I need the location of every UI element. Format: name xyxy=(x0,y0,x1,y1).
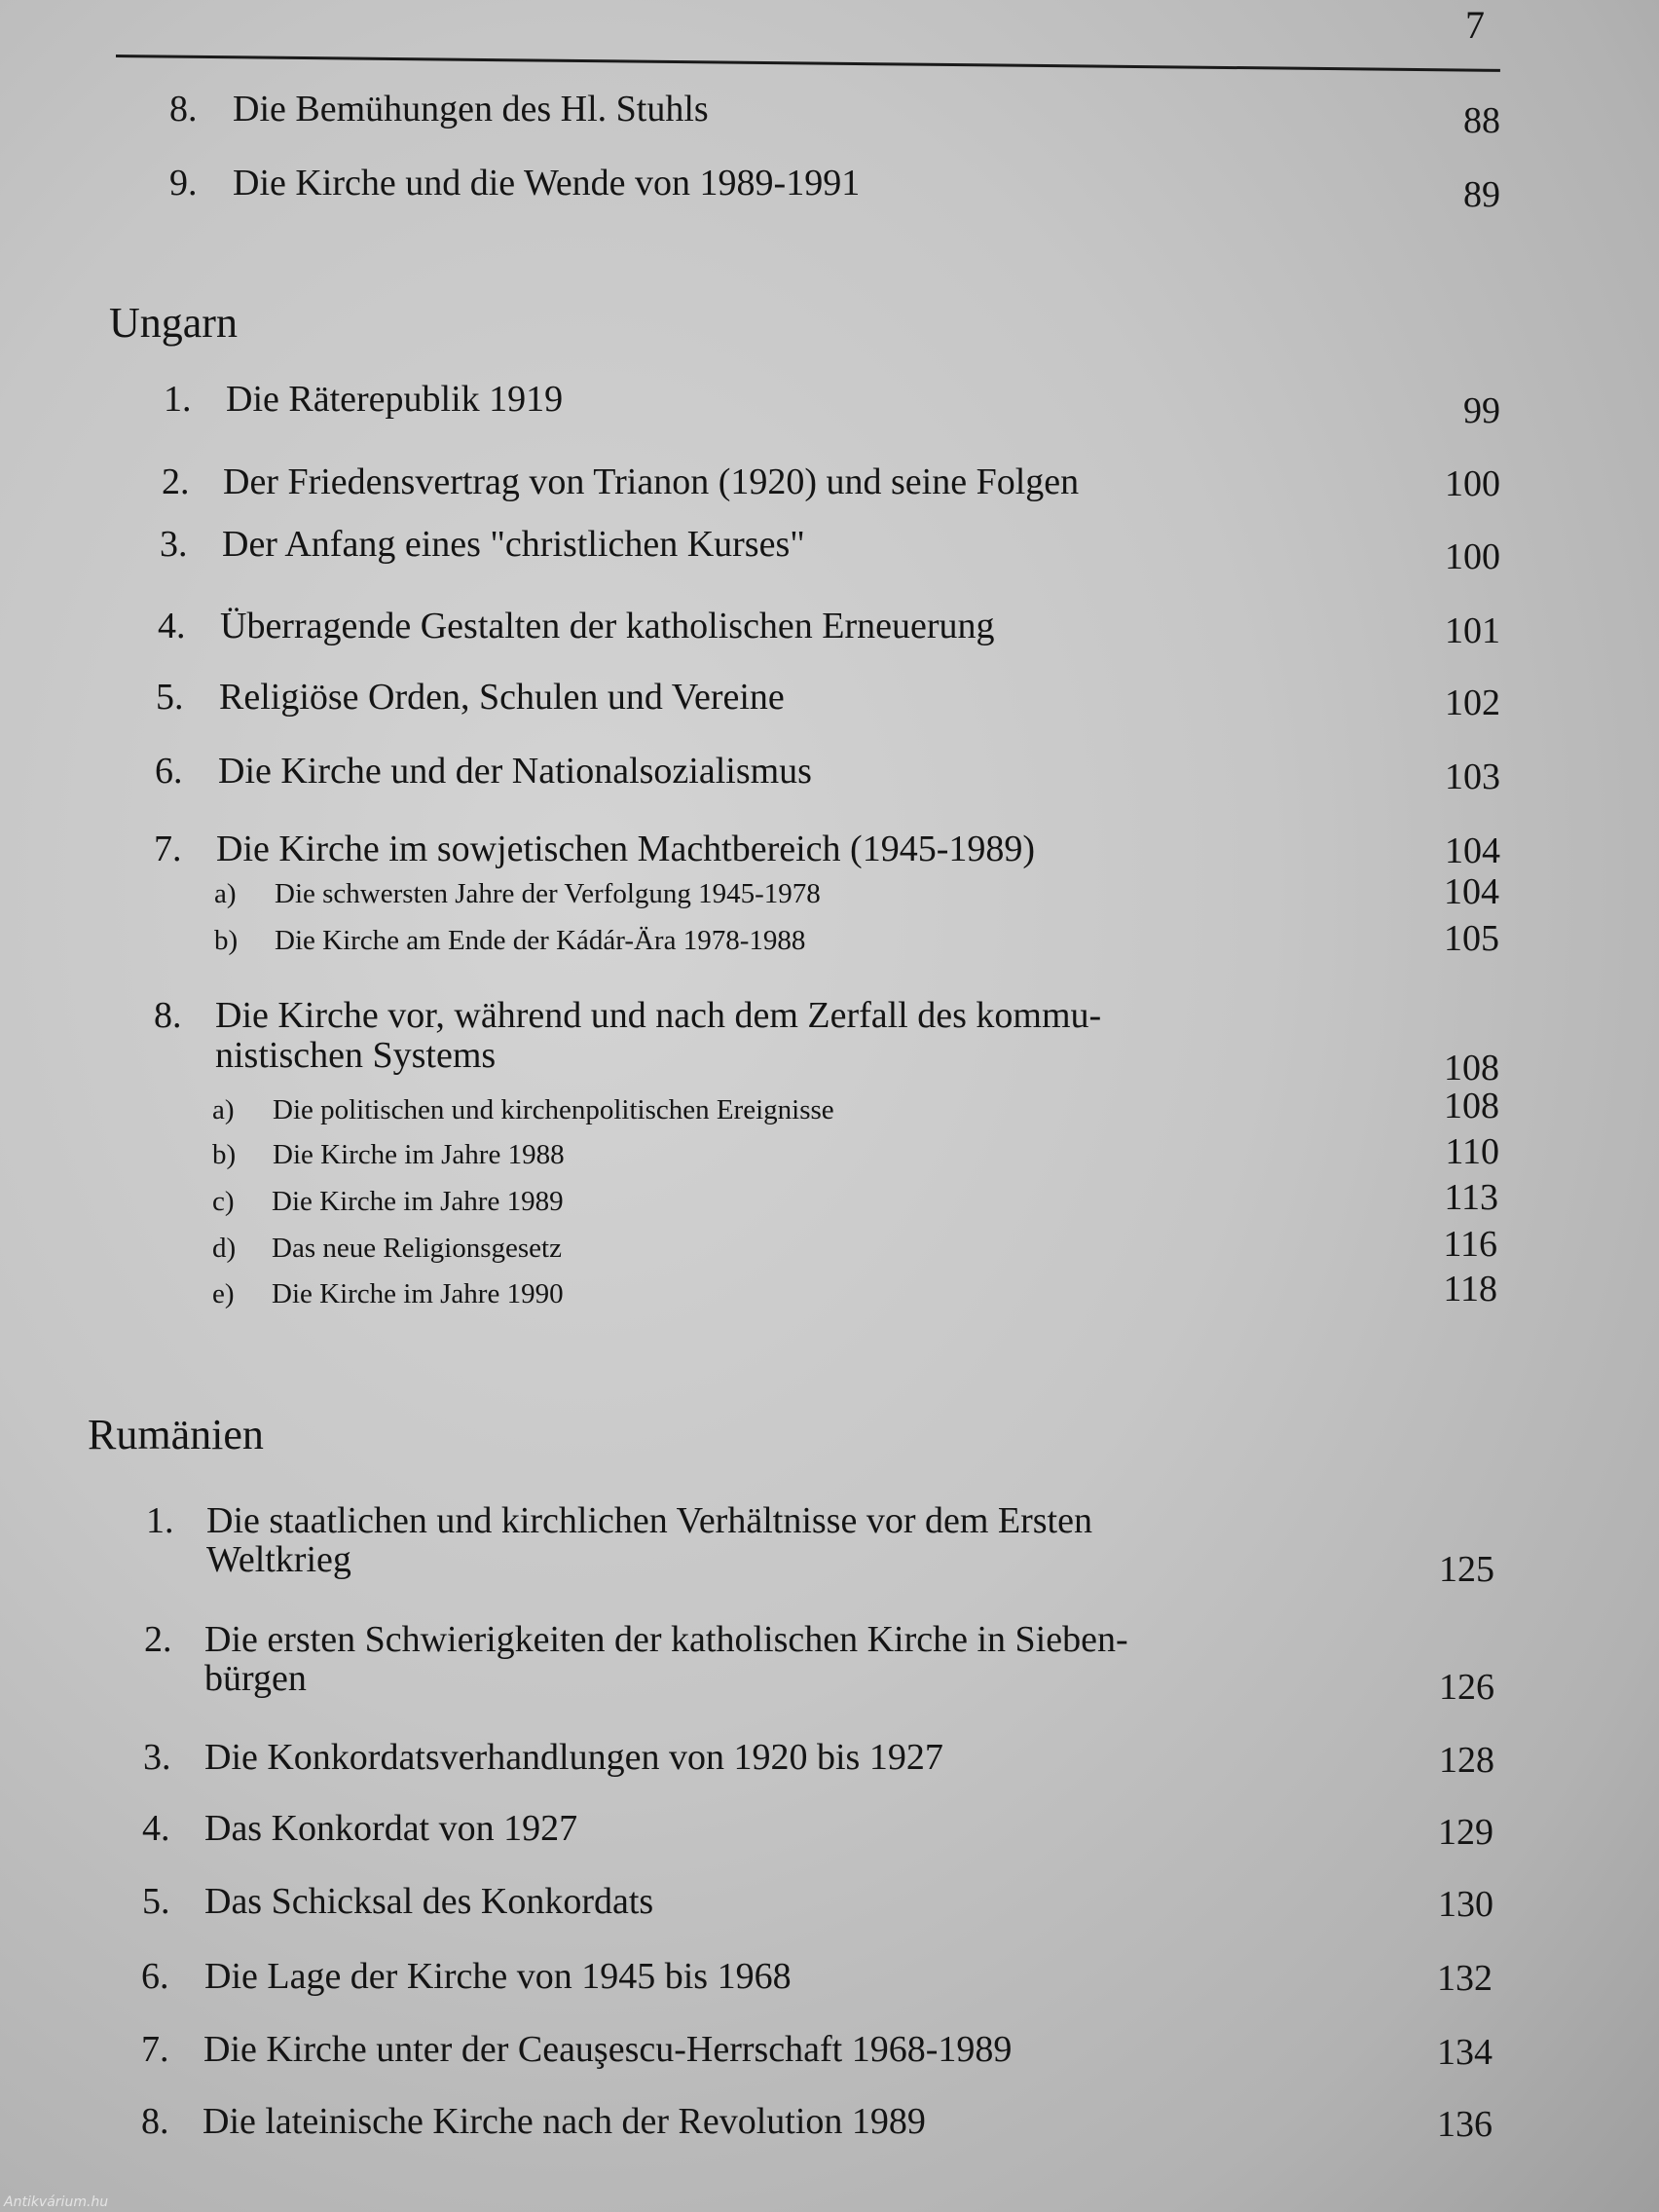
page-number: 7 xyxy=(1465,3,1485,47)
subentry-title: Die Kirche im Jahre 1988 xyxy=(273,1139,565,1170)
entry-title: Die Lage der Kirche von 1945 bis 1968 xyxy=(204,1956,792,1997)
entry-title: Die Konkordatsverhandlungen von 1920 bis 1927 xyxy=(204,1737,943,1778)
subentry-letter: b) xyxy=(214,925,239,956)
entry-title: Die ersten Schwierigkeiten der katholischen Kirche in Sieben- xyxy=(204,1619,1128,1660)
entry-number: 4. xyxy=(158,606,186,646)
subentry-title: Die schwersten Jahre der Verfolgung 1945-1978 xyxy=(275,878,821,909)
header-rule xyxy=(116,55,1500,72)
entry-number: 1. xyxy=(146,1500,174,1541)
entry-page-number: 136 xyxy=(1437,2104,1493,2145)
subentry-title: Die Kirche im Jahre 1989 xyxy=(272,1186,564,1217)
entry-number: 8. xyxy=(154,995,182,1036)
entry-number: 8. xyxy=(169,89,198,129)
entry-page-number: 126 xyxy=(1439,1667,1494,1708)
entry-number: 5. xyxy=(156,677,184,718)
entry-page-number: 132 xyxy=(1437,1958,1493,1999)
subentry-page-number: 108 xyxy=(1444,1086,1499,1126)
subentry-page-number: 110 xyxy=(1445,1131,1499,1172)
entry-title: Die Bemühungen des Hl. Stuhls xyxy=(233,89,709,129)
entry-page-number: 104 xyxy=(1445,830,1500,871)
entry-page-number: 130 xyxy=(1438,1884,1493,1925)
entry-number: 4. xyxy=(142,1808,170,1849)
entry-title: Die lateinische Kirche nach der Revolution 1989 xyxy=(203,2101,926,2142)
entry-title: Das Konkordat von 1927 xyxy=(204,1808,578,1849)
subentry-letter: b) xyxy=(212,1139,237,1170)
subentry-title: Die Kirche im Jahre 1990 xyxy=(272,1278,564,1309)
entry-title: Die Kirche und die Wende von 1989-1991 xyxy=(233,163,861,203)
entry-number: 7. xyxy=(154,829,182,869)
section-heading: Ungarn xyxy=(109,299,238,347)
entry-page-number: 108 xyxy=(1444,1048,1499,1088)
entry-page-number: 102 xyxy=(1445,682,1500,723)
subentry-letter: d) xyxy=(212,1233,237,1264)
entry-number: 1. xyxy=(164,379,192,420)
entry-number: 3. xyxy=(143,1737,171,1778)
subentry-page-number: 104 xyxy=(1444,871,1499,912)
entry-title: Das Schicksal des Konkordats xyxy=(204,1881,654,1922)
entry-title: Religiöse Orden, Schulen und Vereine xyxy=(219,677,785,718)
entry-number: 8. xyxy=(141,2101,169,2142)
entry-number: 7. xyxy=(141,2029,169,2070)
entry-page-number: 99 xyxy=(1463,390,1500,431)
subentry-letter: e) xyxy=(212,1278,235,1309)
entry-page-number: 134 xyxy=(1437,2032,1493,2073)
entry-page-number: 125 xyxy=(1439,1549,1494,1590)
subentry-title: Das neue Religionsgesetz xyxy=(272,1233,562,1264)
entry-number: 6. xyxy=(141,1956,169,1997)
entry-page-number: 103 xyxy=(1445,756,1500,797)
entry-number: 9. xyxy=(169,163,198,203)
entry-page-number: 129 xyxy=(1438,1812,1493,1853)
watermark: Antikvárium.hu xyxy=(4,2194,109,2210)
entry-title: Die Räterepublik 1919 xyxy=(226,379,564,420)
subentry-page-number: 116 xyxy=(1443,1224,1497,1265)
entry-number: 6. xyxy=(155,751,183,792)
subentry-title: Die Kirche am Ende der Kádár-Ära 1978-1988 xyxy=(275,925,806,956)
entry-number: 2. xyxy=(144,1619,172,1660)
subentry-page-number: 113 xyxy=(1444,1177,1498,1218)
entry-page-number: 88 xyxy=(1463,100,1500,141)
entry-title: Die Kirche unter der Ceauşescu-Herrschaft 1968-1989 xyxy=(203,2029,1013,2070)
entry-title: Die Kirche und der Nationalsozialismus xyxy=(218,751,812,792)
subentry-page-number: 105 xyxy=(1444,918,1499,959)
entry-title: Der Anfang eines "christlichen Kurses" xyxy=(222,524,805,565)
entry-title-continued: nistischen Systems xyxy=(215,1035,497,1076)
entry-title: Die Kirche im sowjetischen Machtbereich (1945-1989) xyxy=(216,829,1036,869)
subentry-letter: a) xyxy=(212,1094,235,1125)
entry-title: Überragende Gestalten der katholischen Erneuerung xyxy=(220,606,995,646)
section-heading: Rumänien xyxy=(88,1411,264,1458)
entry-page-number: 128 xyxy=(1439,1740,1494,1781)
entry-page-number: 100 xyxy=(1445,536,1500,577)
entry-number: 5. xyxy=(142,1881,170,1922)
entry-title-continued: Weltkrieg xyxy=(206,1539,351,1580)
entry-title: Die Kirche vor, während und nach dem Zerfall des kommu- xyxy=(215,995,1102,1036)
entry-page-number: 101 xyxy=(1445,610,1500,651)
entry-number: 3. xyxy=(160,524,188,565)
entry-number: 2. xyxy=(162,461,190,502)
entry-page-number: 100 xyxy=(1445,463,1500,504)
subentry-letter: c) xyxy=(212,1186,235,1217)
entry-title: Der Friedensvertrag von Trianon (1920) und seine Folgen xyxy=(223,461,1080,502)
subentry-title: Die politischen und kirchenpolitischen Ereignisse xyxy=(273,1094,834,1125)
entry-title: Die staatlichen und kirchlichen Verhältnisse vor dem Ersten xyxy=(206,1500,1092,1541)
subentry-letter: a) xyxy=(214,878,237,909)
entry-page-number: 89 xyxy=(1463,174,1500,215)
subentry-page-number: 118 xyxy=(1443,1269,1497,1309)
entry-title-continued: bürgen xyxy=(204,1658,307,1699)
